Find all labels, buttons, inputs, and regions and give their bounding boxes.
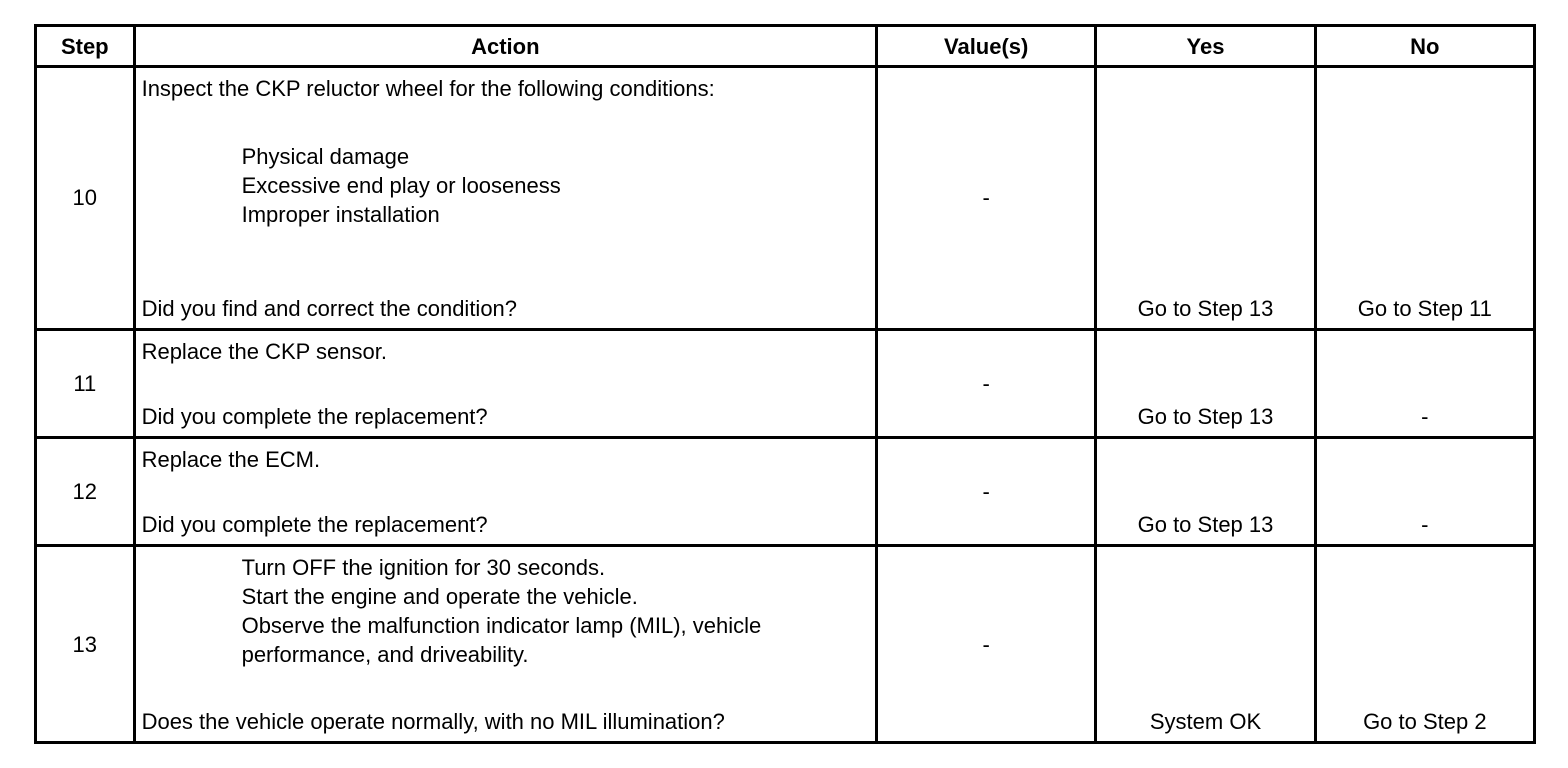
table-row-step-13: [36, 546, 1535, 743]
action-intro: Replace the ECM.: [141, 447, 321, 473]
list-item: Improper installation: [241, 202, 440, 227]
value-cell: -: [877, 546, 1096, 743]
step-number: 13: [36, 546, 135, 743]
list-item: Physical damage: [241, 144, 410, 169]
list-item: Excessive end play or looseness: [241, 173, 561, 198]
action-question: Did you find and correct the condition?: [141, 295, 518, 321]
no-cell: -: [1315, 438, 1534, 546]
diagnostic-table: [34, 24, 1536, 744]
action-intro: Replace the CKP sensor.: [141, 338, 387, 364]
table-row-step-10: [36, 67, 1535, 330]
step-number: 10: [36, 67, 135, 330]
action-cell: [134, 438, 876, 546]
condition-list: [142, 142, 869, 229]
action-question: Did you complete the replacement?: [141, 512, 488, 538]
action-cell: [134, 329, 876, 437]
header-yes: Yes: [1096, 26, 1315, 67]
header-no: No: [1315, 26, 1534, 67]
list-item: Observe the malfunction indicator lamp (MIL), vehicle: [241, 613, 762, 639]
value-cell: -: [877, 329, 1096, 437]
yes-cell: Go to Step 13: [1096, 329, 1315, 437]
table-row-step-11: [36, 329, 1535, 437]
value-cell: -: [877, 438, 1096, 546]
action-question: Did you complete the replacement?: [141, 404, 488, 430]
value-cell: -: [877, 67, 1096, 330]
list-item: Start the engine and operate the vehicle.: [241, 584, 638, 610]
procedure-list: [142, 553, 869, 669]
action-question: Does the vehicle operate normally, with no MIL illumination?: [141, 709, 725, 734]
header-row: [36, 26, 1535, 67]
action-cell: [134, 546, 876, 743]
action-intro: Inspect the CKP reluctor wheel for the following conditions:: [141, 76, 715, 101]
list-item: Turn OFF the ignition for 30 seconds.: [241, 555, 606, 581]
no-cell: Go to Step 11: [1315, 67, 1534, 330]
no-cell: Go to Step 2: [1315, 546, 1534, 743]
step-number: 12: [36, 438, 135, 546]
yes-cell: Go to Step 13: [1096, 67, 1315, 330]
yes-cell: Go to Step 13: [1096, 438, 1315, 546]
action-cell: [134, 67, 876, 330]
table-row-step-12: [36, 438, 1535, 546]
header-step: Step: [36, 26, 135, 67]
no-cell: -: [1315, 329, 1534, 437]
header-values: Value(s): [877, 26, 1096, 67]
header-action: Action: [134, 26, 876, 67]
list-item: performance, and driveability.: [241, 642, 529, 668]
yes-cell: System OK: [1096, 546, 1315, 743]
step-number: 11: [36, 329, 135, 437]
